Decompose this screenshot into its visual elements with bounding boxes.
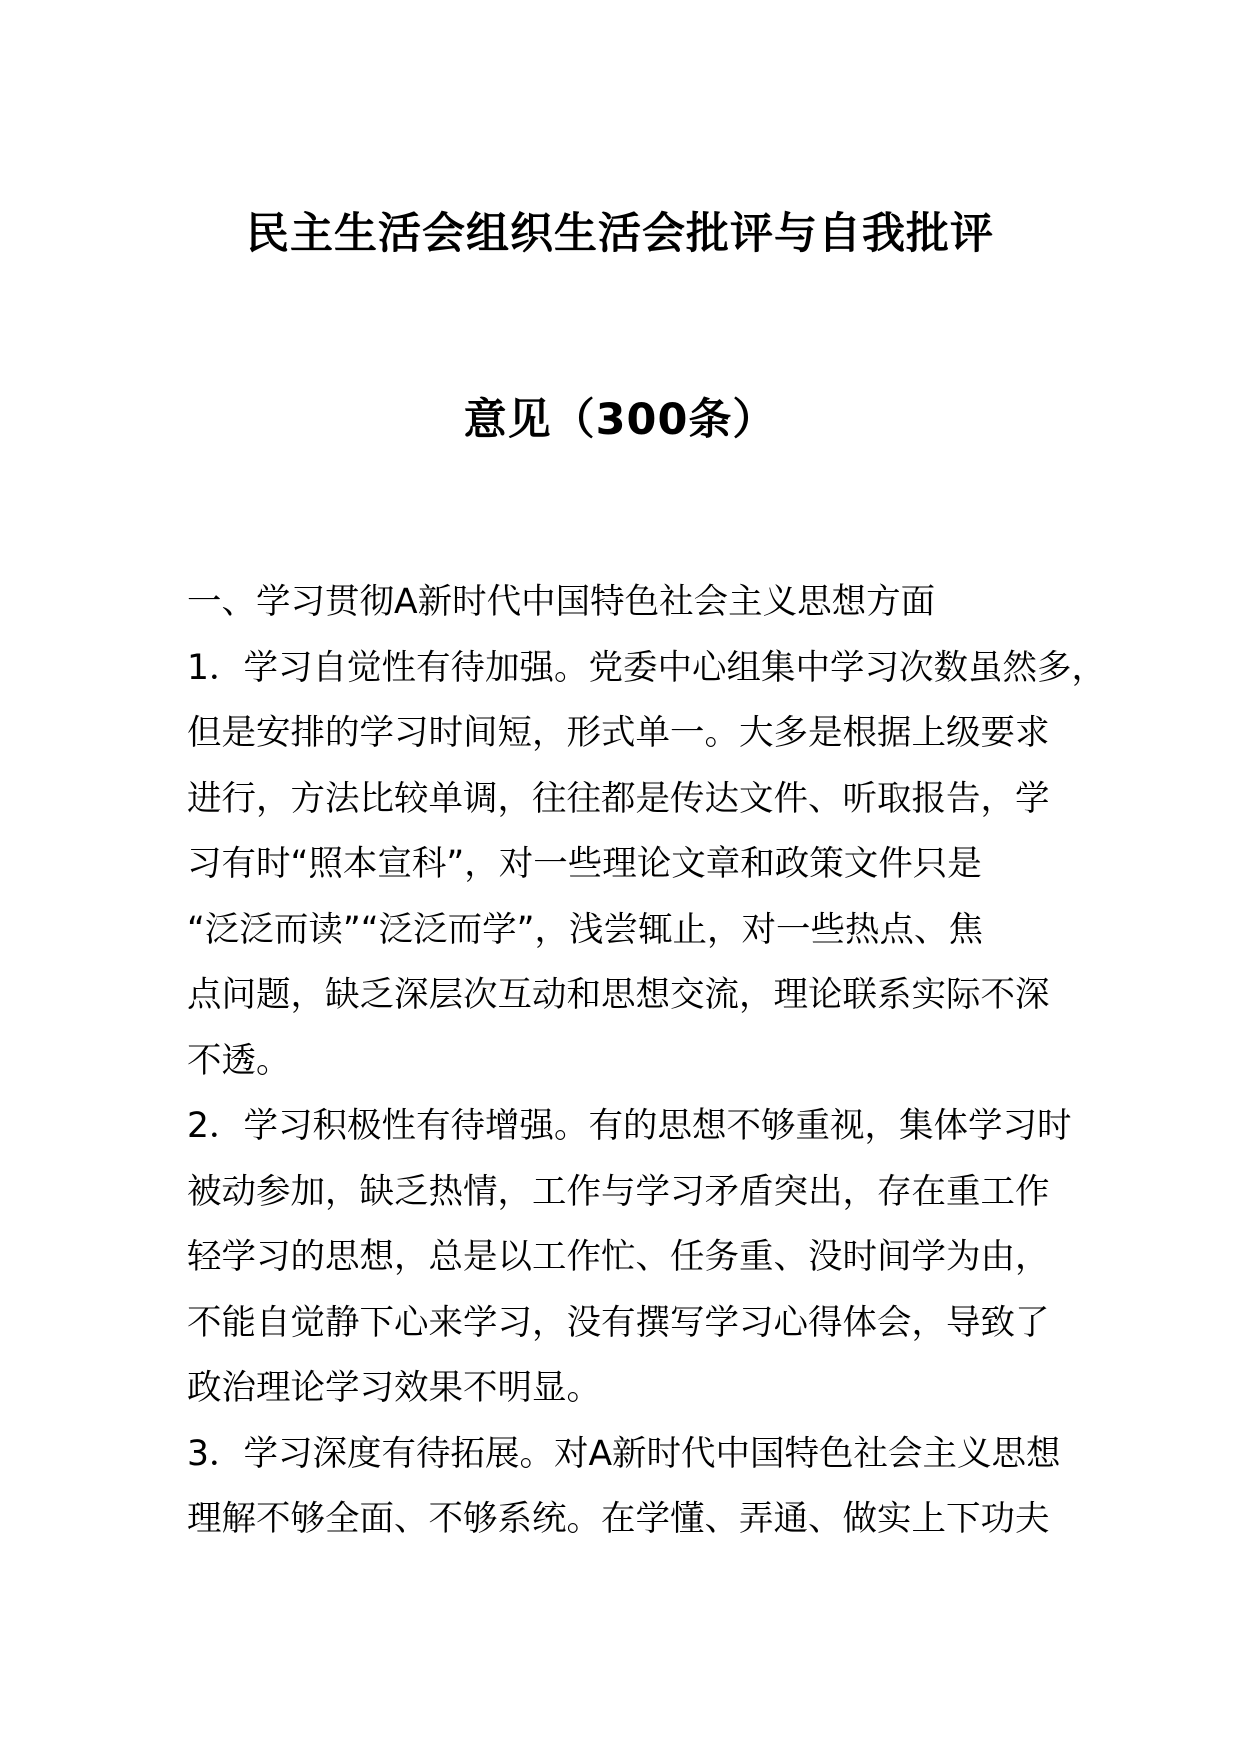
paragraph-line: “泛泛而读”“泛泛而学”，浅尝辄止，对一些热点、焦 (187, 909, 983, 950)
document-title-line-2: 意见（300条） (463, 395, 777, 445)
paragraph-line: 3．学习深度有待拓展。对A新时代中国特色社会主义思想 (187, 1433, 1061, 1474)
paragraph-line: 点问题，缺乏深层次互动和思想交流，理论联系实际不深 (187, 975, 1050, 1015)
paragraph-line: 习有时“照本宣科”，对一些理论文章和政策文件只是 (187, 844, 982, 884)
section-heading: 一、学习贯彻A新时代中国特色社会主义思想方面 (187, 582, 936, 622)
document-title-line-1: 民主生活会组织生活会批评与自我批评 (246, 209, 994, 259)
paragraph-line: 理解不够全面、不够系统。在学懂、弄通、做实上下功夫 (187, 1499, 1050, 1539)
paragraph-line: 政治理论学习效果不明显。 (187, 1368, 601, 1408)
paragraph-line: 1．学习自觉性有待加强。党委中心组集中学习次数虽然多， (187, 647, 1106, 688)
paragraph-line: 不透。 (187, 1040, 291, 1081)
paragraph-line: 2．学习积极性有待增强。有的思想不够重视，集体学习时 (187, 1106, 1072, 1146)
paragraph-line: 轻学习的思想，总是以工作忙、任务重、没时间学为由， (187, 1237, 1050, 1277)
paragraph-line: 被动参加，缺乏热情，工作与学习矛盾突出，存在重工作 (187, 1171, 1050, 1212)
paragraph-line: 但是安排的学习时间短，形式单一。大多是根据上级要求 (187, 713, 1050, 753)
document-body (187, 570, 1106, 1553)
paragraph-line: 进行，方法比较单调，往往都是传达文件、听取报告，学 (187, 778, 1050, 819)
paragraph-line: 不能自觉静下心来学习，没有撰写学习心得体会，导致了 (187, 1302, 1050, 1343)
